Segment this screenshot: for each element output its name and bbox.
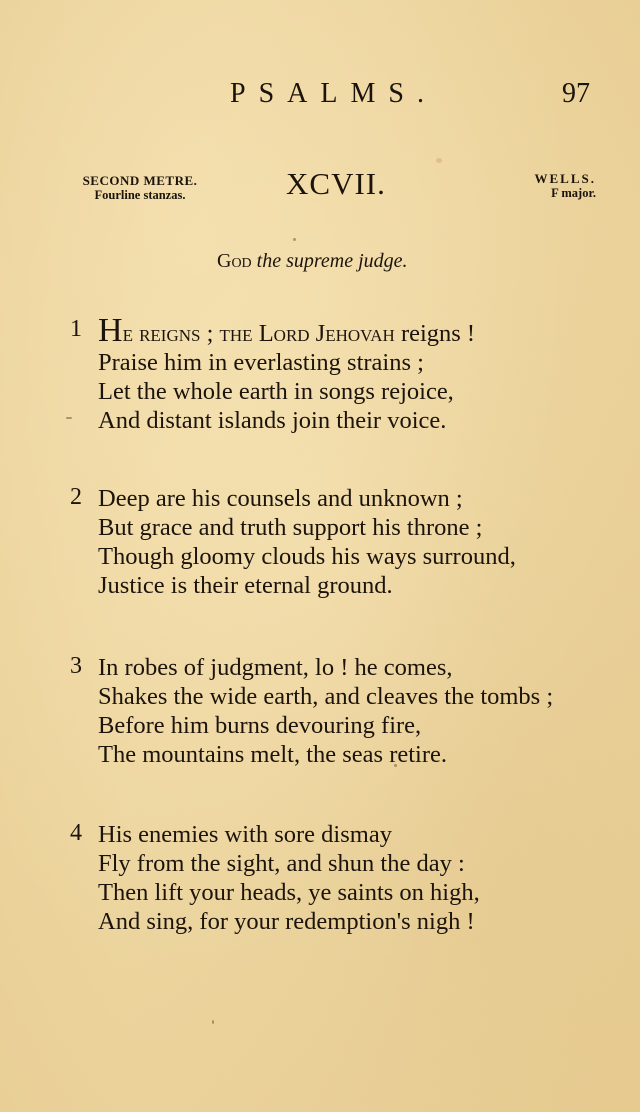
verse-line: Let the whole earth in songs rejoice, (98, 378, 454, 405)
paper-speck (394, 764, 397, 767)
verse-line: Fly from the sight, and shun the day : (98, 850, 465, 877)
tune-note (506, 172, 596, 200)
verse-line (98, 312, 476, 349)
stanza-number: 3 (70, 653, 82, 679)
paper-speck (212, 1020, 214, 1024)
verse-line: Praise him in everlasting strains ; (98, 349, 424, 376)
verse-line: But grace and truth support his throne ; (98, 514, 483, 541)
verse-line: Though gloomy clouds his ways surround, (98, 543, 516, 570)
stanza-form-label: Fourline stanzas. (94, 188, 186, 202)
drop-cap: H (98, 312, 123, 349)
stanza-number: 4 (70, 820, 82, 846)
verse-text: e reigns ; the (122, 320, 259, 347)
running-title: PSALMS. (230, 78, 437, 109)
page-number: 97 (562, 78, 590, 109)
psalm-subtitle (217, 250, 408, 273)
stanza-number: 2 (70, 484, 82, 510)
stanza-number: 1 (70, 316, 82, 342)
verse-line: The mountains melt, the seas retire. (98, 741, 448, 768)
verse-line: Shakes the wide earth, and cleaves the tombs ; (98, 683, 554, 710)
tune-name: WELLS. (534, 171, 596, 186)
metre-label: SECOND METRE. (82, 173, 198, 188)
running-head (0, 78, 640, 114)
verse-line: Then lift your heads, ye saints on high, (98, 879, 480, 906)
verse-line: Before him burns devouring fire, (98, 712, 422, 739)
psalm-number: XCVII. (286, 166, 386, 201)
verse-line: And distant islands join their voice. (98, 407, 447, 434)
subtitle-rest: the supreme judge. (256, 250, 408, 272)
verse-line: His enemies with sore dismay (98, 821, 392, 848)
subtitle-god: God (217, 250, 252, 272)
paper-speck (66, 417, 72, 419)
tune-key: F major. (551, 186, 596, 200)
verse-line: Justice is their eternal ground. (98, 572, 393, 599)
divine-name: Lord Jehovah (258, 320, 395, 347)
metre-note (70, 174, 210, 202)
verse-line: In robes of judgment, lo ! he comes, (98, 654, 453, 681)
verse-line: And sing, for your redemption's nigh ! (98, 908, 475, 935)
paper-speck (293, 238, 296, 241)
verse-line: Deep are his counsels and unknown ; (98, 485, 463, 512)
paper-stain (436, 158, 442, 163)
verse-text: reigns ! (394, 320, 476, 347)
